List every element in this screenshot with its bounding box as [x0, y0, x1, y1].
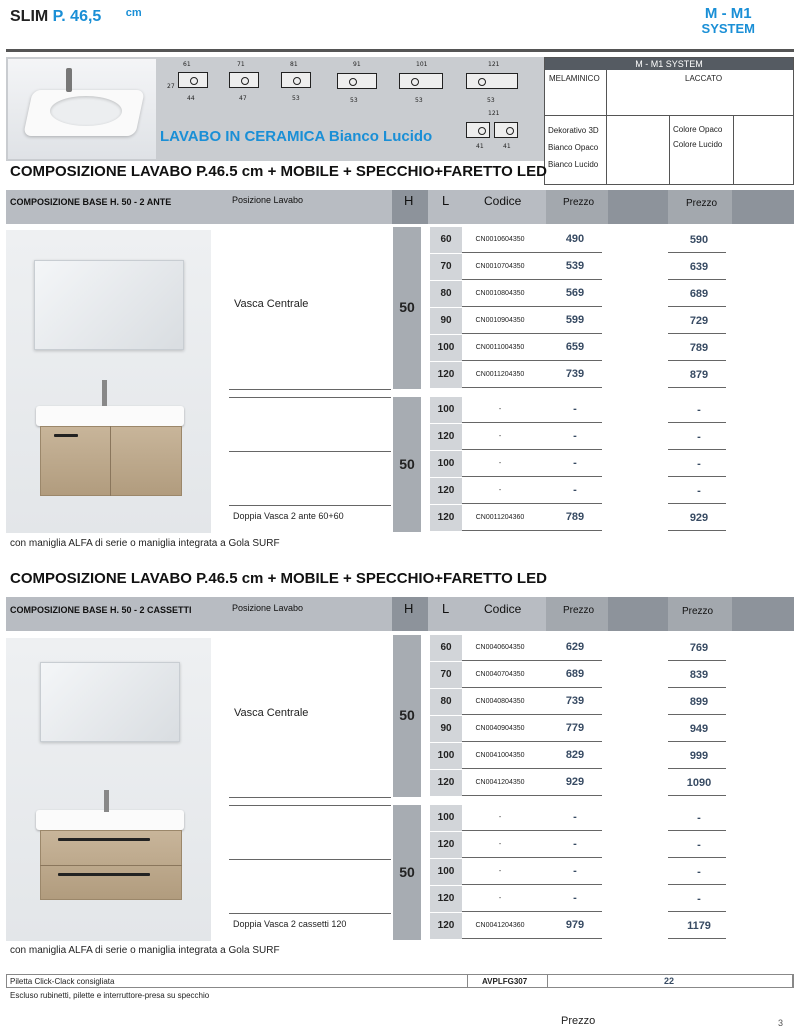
depth-label: 27 [167, 83, 175, 90]
row-underline [462, 252, 602, 253]
row-underline [462, 476, 602, 477]
price-laccato: 789 [689, 342, 709, 354]
row-underline [462, 857, 602, 858]
product-code: CN0040604350 [475, 644, 525, 651]
section-1-code-label: Codice [484, 194, 522, 208]
width-top-121: 121 [488, 61, 500, 68]
melaminico-label: MELAMINICO [549, 74, 600, 83]
width-top-81: 81 [290, 61, 298, 68]
depth-unit: cm [125, 7, 142, 19]
section-1-header-band [6, 190, 794, 224]
section-2-h-label: H [404, 601, 414, 616]
width-bottom-53-c: 53 [415, 97, 423, 104]
width-cell: 120 [430, 478, 462, 504]
section-2-code-label: Codice [484, 602, 522, 616]
row-underline [668, 660, 726, 661]
product-code: CN0041204350 [475, 779, 525, 786]
product-code: CN0010804350 [475, 290, 525, 297]
price-melaminico: - [573, 457, 577, 469]
row-underline [462, 741, 602, 742]
price-melaminico: 599 [565, 314, 585, 326]
finishes-left [548, 122, 599, 173]
width-cell: 90 [430, 308, 462, 334]
row-underline [668, 911, 726, 912]
row-underline [668, 422, 726, 423]
pos-divider-1a [229, 389, 391, 390]
system-vline-3 [733, 115, 734, 185]
pos-divider-2a [229, 797, 391, 798]
price-melaminico: 539 [565, 260, 585, 272]
row-underline [668, 714, 726, 715]
system-line-1: M - M1 [704, 5, 752, 22]
width-cell: 120 [430, 362, 462, 388]
header-divider [6, 49, 794, 52]
width-bottom-53-d: 53 [487, 97, 495, 104]
finish-bianco-opaco: Bianco Opaco [548, 143, 599, 152]
single-h-2: 50 [399, 707, 415, 723]
section-1-note: con maniglia ALFA di serie o maniglia integrata a Gola SURF [10, 538, 280, 549]
section-1-title: COMPOSIZIONE LAVABO P.46.5 cm + MOBILE + SPECCHIO+FARETTO LED [10, 163, 547, 180]
product-code: CN0040804350 [475, 698, 525, 705]
product-code: - [498, 868, 502, 875]
section-1-price1-label: Prezzo [563, 197, 595, 208]
width-cell: 120 [430, 770, 462, 796]
width-cell: 100 [430, 451, 462, 477]
row-underline [668, 530, 726, 531]
drawer-handle-bottom [58, 873, 150, 876]
cabinet-split [110, 426, 111, 496]
row-underline [668, 449, 726, 450]
price-laccato: - [697, 893, 701, 905]
finishes-right [673, 122, 722, 152]
row-underline [668, 252, 726, 253]
price-laccato: 1090 [686, 777, 712, 789]
price-laccato: - [697, 485, 701, 497]
sink-diagram-double-right [494, 122, 518, 138]
sink-material-title: LAVABO IN CERAMICA Bianco Lucido [160, 128, 433, 145]
model-depth: P. 46,5 [52, 8, 102, 25]
row-underline [462, 333, 602, 334]
row-underline [462, 360, 602, 361]
price-laccato: 590 [689, 234, 709, 246]
row-underline [462, 938, 602, 939]
page-header-title [10, 8, 142, 26]
system-title: M - M1 SYSTEM [545, 58, 793, 70]
width-top-71: 71 [237, 61, 245, 68]
sink-diagram-101 [399, 73, 443, 89]
single-h-1: 50 [399, 299, 415, 315]
width-cell: 120 [430, 886, 462, 912]
gap2-col-head [732, 190, 794, 224]
width-cell: 100 [430, 743, 462, 769]
row-underline [462, 530, 602, 531]
price-laccato: 1179 [687, 920, 711, 932]
product-code: CN0040704350 [475, 671, 525, 678]
product-code: CN0010604350 [475, 236, 525, 243]
section-2-base-label: COMPOSIZIONE BASE H. 50 - 2 CASSETTI [10, 605, 192, 615]
price-melaminico: 979 [565, 919, 585, 931]
price-laccato: 839 [689, 669, 709, 681]
row-underline [462, 306, 602, 307]
row-underline [462, 830, 602, 831]
price-melaminico: 629 [565, 641, 585, 653]
row-underline [668, 279, 726, 280]
price-melaminico: 789 [565, 511, 585, 523]
row-underline [462, 503, 602, 504]
row-underline [462, 768, 602, 769]
row-underline [668, 857, 726, 858]
width-top-61: 61 [183, 61, 191, 68]
section-2-price1-label: Prezzo [563, 605, 595, 616]
width-bottom-53-a: 53 [292, 95, 300, 102]
row-underline [668, 387, 726, 388]
width-cell: 100 [430, 859, 462, 885]
product-code: CN0011204360 [475, 514, 525, 521]
finish-bianco-lucido: Bianco Lucido [548, 160, 599, 169]
row-underline [462, 911, 602, 912]
price-melaminico: 659 [565, 341, 585, 353]
section-2-price2-label: Prezzo [682, 606, 714, 617]
sink-diagram-81 [281, 72, 311, 88]
gap2-col-head-2 [732, 597, 794, 631]
system-line-2: SYSTEM [701, 21, 755, 36]
price-laccato: - [697, 404, 701, 416]
row-underline [462, 449, 602, 450]
row-underline [668, 830, 726, 831]
width-cell: 100 [430, 805, 462, 831]
price-melaminico: 569 [565, 287, 585, 299]
sink-diagram-61 [178, 72, 208, 88]
handle-image [54, 434, 78, 437]
section-2-note: con maniglia ALFA di serie o maniglia integrata a Gola SURF [10, 945, 280, 956]
price-melaminico: - [573, 865, 577, 877]
price-laccato: - [697, 431, 701, 443]
section-2-product-photo [6, 638, 211, 941]
finish-dekorativo: Dekorativo 3D [548, 126, 599, 135]
sink-diagram-double-left [466, 122, 490, 138]
sink-diagram-121 [466, 73, 518, 89]
row-underline [668, 687, 726, 688]
width-cell: 90 [430, 716, 462, 742]
width-cell: 80 [430, 689, 462, 715]
tap-image [102, 380, 107, 406]
row-underline [668, 360, 726, 361]
product-code: - [498, 460, 502, 467]
row-underline [462, 687, 602, 688]
gap1-col-head [608, 190, 668, 224]
sink-tap [66, 68, 72, 92]
pos-divider-1c [229, 451, 391, 452]
double-position-2: Doppia Vasca 2 cassetti 120 [233, 919, 347, 929]
width-cell: 80 [430, 281, 462, 307]
product-code: CN0041004350 [475, 752, 525, 759]
section-1-h-label: H [404, 193, 414, 208]
width-bottom-44: 44 [187, 95, 195, 102]
single-position-1: Vasca Centrale [234, 298, 309, 310]
basin-image-2 [36, 810, 184, 830]
product-code: - [498, 406, 502, 413]
width-cell: 120 [430, 832, 462, 858]
price-laccato: 729 [689, 315, 709, 327]
price-laccato: 929 [689, 512, 709, 524]
price-laccato: - [697, 812, 701, 824]
product-code: - [498, 841, 502, 848]
price-melaminico: - [573, 892, 577, 904]
product-code: - [498, 814, 502, 821]
width-cell: 60 [430, 635, 462, 661]
price-melaminico: 739 [565, 695, 585, 707]
drawer-handle-top [58, 838, 150, 841]
row-underline [462, 422, 602, 423]
width-cell: 100 [430, 397, 462, 423]
row-underline [462, 884, 602, 885]
section-2-pos-label: Posizione Lavabo [232, 603, 304, 613]
price-melaminico: - [573, 484, 577, 496]
price-laccato: 689 [689, 288, 709, 300]
footer-divider-1 [467, 975, 468, 987]
section-1-base-label: COMPOSIZIONE BASE H. 50 - 2 ANTE [10, 197, 172, 207]
exclusions-note: Escluso rubinetti, pilette e interruttore-presa su specchio [10, 991, 210, 1000]
width-top-121-double: 121 [488, 110, 500, 117]
width-top-101: 101 [416, 61, 428, 68]
width-cell: 70 [430, 662, 462, 688]
row-underline [462, 795, 602, 796]
price-laccato: 899 [689, 696, 709, 708]
product-code: - [498, 433, 502, 440]
finish-colore-lucido: Colore Lucido [673, 140, 723, 149]
system-hline [545, 115, 793, 116]
row-underline [668, 476, 726, 477]
row-underline [462, 279, 602, 280]
accessory-price: 22 [664, 976, 675, 986]
double-h-2: 50 [399, 864, 415, 880]
footer-price-label: Prezzo [561, 1015, 596, 1027]
product-code: - [498, 487, 502, 494]
width-cell: 120 [430, 424, 462, 450]
row-underline [668, 768, 726, 769]
pos-divider-1b [229, 397, 391, 398]
section-2-title: COMPOSIZIONE LAVABO P.46.5 cm + MOBILE + SPECCHIO+FARETTO LED [10, 570, 547, 587]
price-laccato: 639 [689, 261, 709, 273]
price-melaminico: 490 [565, 233, 585, 245]
row-underline [668, 306, 726, 307]
price-melaminico: - [573, 811, 577, 823]
section-1-price2-label: Prezzo [686, 198, 718, 209]
section-2-l-label: L [442, 601, 450, 616]
mirror-image-2 [40, 662, 180, 742]
price-melaminico: 739 [565, 368, 585, 380]
price-melaminico: 689 [565, 668, 585, 680]
width-cell: 120 [430, 505, 462, 531]
product-code: CN0011004350 [475, 344, 525, 351]
mirror-image [34, 260, 184, 350]
single-position-2: Vasca Centrale [234, 707, 309, 719]
row-underline [668, 741, 726, 742]
page-number: 3 [778, 1018, 784, 1028]
sink-diagram-71 [229, 72, 259, 88]
width-top-91: 91 [353, 61, 361, 68]
width-cell: 70 [430, 254, 462, 280]
price-laccato: 949 [689, 723, 709, 735]
width-cell: 100 [430, 335, 462, 361]
price-melaminico: - [573, 838, 577, 850]
sink-diagram-91 [337, 73, 377, 89]
footer-divider-3 [792, 975, 793, 987]
price-laccato: - [697, 839, 701, 851]
row-underline [668, 884, 726, 885]
pos-divider-1d [229, 505, 391, 506]
model-name: SLIM [10, 8, 49, 25]
width-bottom-41-a: 41 [476, 143, 484, 150]
product-code: CN0041204360 [475, 922, 525, 929]
row-underline [462, 660, 602, 661]
product-code: CN0010704350 [475, 263, 525, 270]
width-cell: 60 [430, 227, 462, 253]
section-1-product-photo [6, 230, 211, 533]
system-header [702, 6, 755, 36]
price-laccato: 769 [689, 642, 709, 654]
basin-image [36, 406, 184, 426]
price-melaminico: - [573, 403, 577, 415]
finish-colore-opaco: Colore Opaco [673, 125, 723, 134]
width-bottom-41-b: 41 [503, 143, 511, 150]
accessory-name: Piletta Click-Clack consigliata [10, 977, 115, 986]
width-bottom-53-b: 53 [350, 97, 358, 104]
gap1-col-head-2 [608, 597, 668, 631]
width-bottom-47: 47 [239, 95, 247, 102]
product-code: CN0010904350 [475, 317, 525, 324]
price-melaminico: 929 [565, 776, 585, 788]
laccato-label: LACCATO [685, 74, 723, 83]
section-1-l-label: L [442, 193, 450, 208]
footer-divider-2 [547, 975, 548, 987]
price-melaminico: - [573, 430, 577, 442]
price-melaminico: 779 [565, 722, 585, 734]
price-laccato: 879 [689, 369, 709, 381]
drawer-split [40, 865, 182, 866]
accessory-code: AVPLFG307 [482, 977, 528, 986]
price-laccato: - [697, 866, 701, 878]
pos-divider-2d [229, 913, 391, 914]
row-underline [668, 333, 726, 334]
row-underline [462, 387, 602, 388]
pos-divider-2b [229, 805, 391, 806]
tap-image-2 [104, 790, 109, 812]
width-cell: 120 [430, 913, 462, 939]
system-vline-2 [669, 115, 670, 185]
price-laccato: - [697, 458, 701, 470]
double-position-1: Doppia Vasca 2 ante 60+60 [233, 511, 344, 521]
row-underline [668, 795, 726, 796]
product-code: - [498, 895, 502, 902]
price-laccato: 999 [689, 750, 709, 762]
system-vline-1 [606, 70, 607, 185]
accessory-row [6, 974, 794, 988]
row-underline [668, 503, 726, 504]
sink-bowl [50, 96, 122, 126]
row-underline [668, 938, 726, 939]
section-1-pos-label: Posizione Lavabo [232, 195, 304, 205]
price-melaminico: 829 [565, 749, 585, 761]
pos-divider-2c [229, 859, 391, 860]
product-code: CN0011204350 [475, 371, 525, 378]
row-underline [462, 714, 602, 715]
product-code: CN0040904350 [475, 725, 525, 732]
double-h-1: 50 [399, 456, 415, 472]
